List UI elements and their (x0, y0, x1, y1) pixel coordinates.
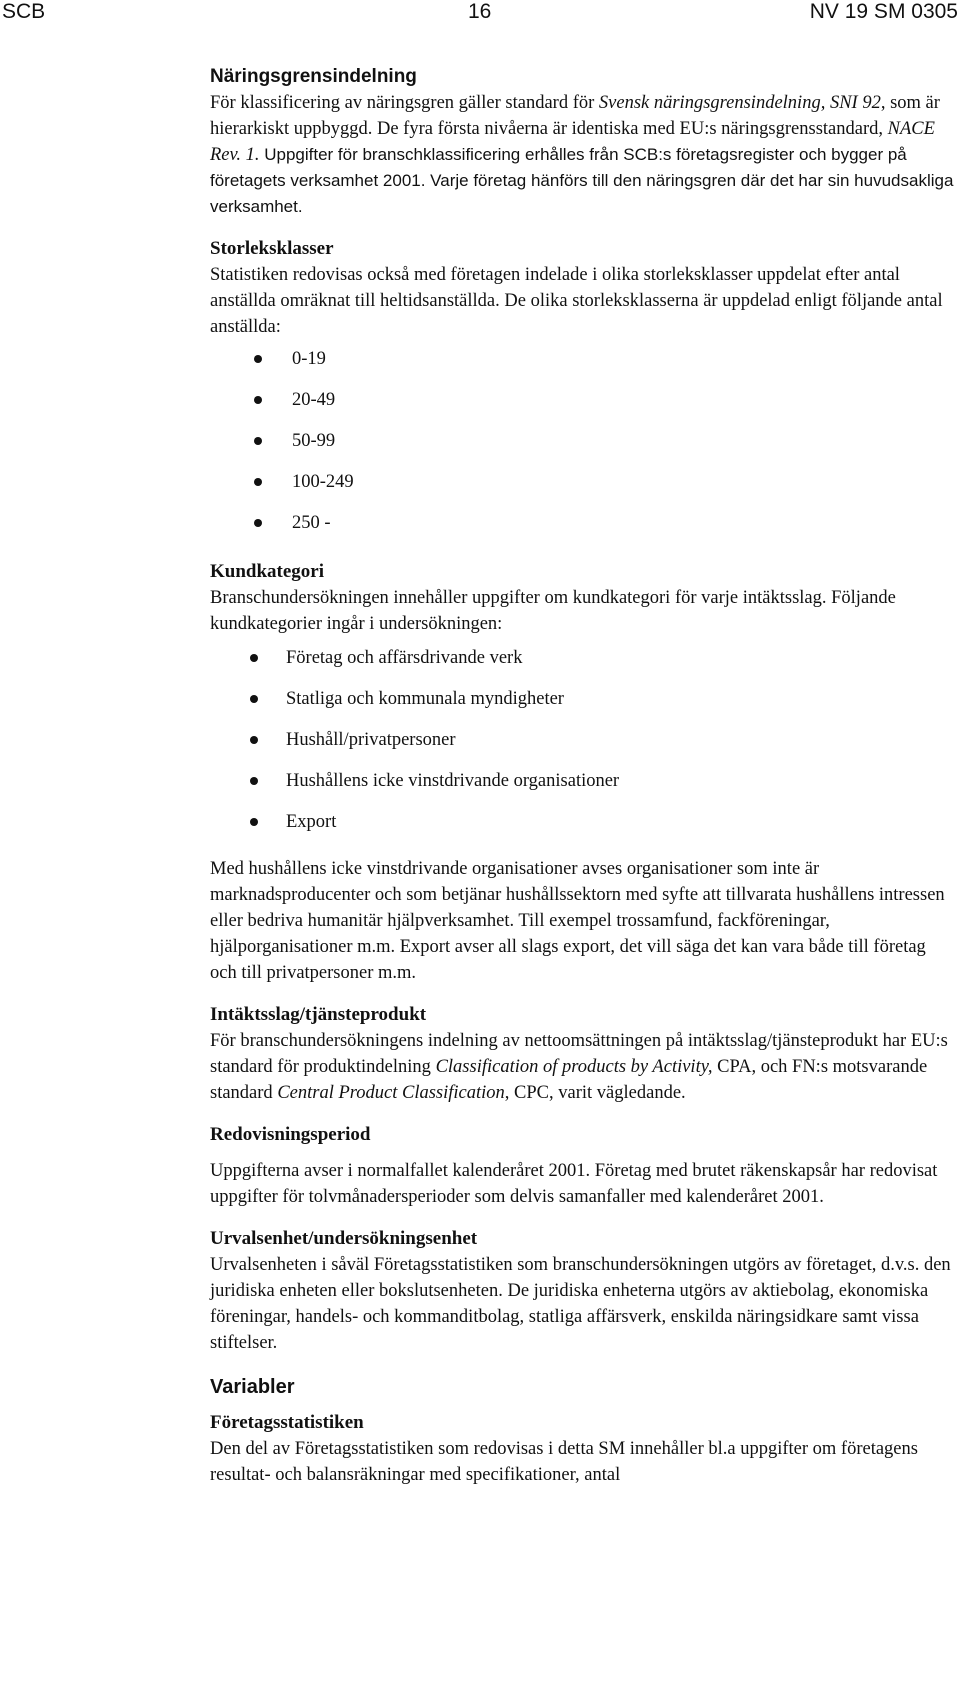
section-intaktsslag (210, 1002, 955, 1106)
section-text: Statistiken redovisas också med företagen indelade i olika storleksklasser uppdelat efter antal anställda omräknat till heltidsanställda. De olika storleksklasserna är uppdelad enligt följande antal anställda: (210, 265, 943, 337)
list-item-label: Hushåll/privatpersoner (286, 730, 456, 750)
list-item (210, 469, 955, 510)
list-item-label: 100-249 (292, 472, 354, 492)
header-left: SCB (2, 0, 46, 23)
bullet-icon (250, 736, 258, 744)
section-redovisningsperiod (210, 1122, 955, 1210)
bullet-icon (254, 478, 262, 486)
bullet-icon (250, 777, 258, 785)
list-item (210, 809, 955, 850)
list-item-label: 50-99 (292, 431, 336, 451)
section-title: Kundkategori (210, 561, 325, 582)
text-run-italic: NACE Rev. 1. (210, 119, 935, 165)
list-item (210, 428, 955, 469)
section-text: Med hushållens icke vinstdrivande organisationer avses organisationer som inte är marknadsproducenter och som betjänar hushållssektorn med syfte att tillvarata hushållens intressen eller bedriva humanitär hjälpverksamhet. Till exempel trossamfund, fackföreningar, hjälporganisationer m.m. Export avser all slags export, det vill säga det kan vara både till företag och till privatpersoner m.m. (210, 859, 945, 983)
section-foretagsstatistiken (210, 1410, 955, 1488)
bullet-icon (254, 355, 262, 363)
list-item (210, 510, 955, 551)
text-run: För klassificering av näringsgren gäller standard för (210, 93, 599, 113)
size-class-list (210, 346, 955, 551)
list-item (210, 645, 955, 686)
section-naringsgrensindelning (210, 64, 955, 220)
list-item-label: Hushållens icke vinstdrivande organisationer (286, 771, 620, 791)
bullet-icon (254, 396, 262, 404)
text-run: , som är hierarkiskt uppbyggd. De fyra första nivåerna är identiska med EU:s näringsgrensstandard, (210, 93, 940, 139)
bullet-icon (254, 437, 262, 445)
list-item (210, 727, 955, 768)
customer-category-list (210, 645, 955, 850)
text-run: För branschundersökningens indelning av nettoomsättningen på intäktsslag/tjänsteprodukt har EU:s standard för produktindelning (210, 1031, 948, 1077)
list-item-label: 0-19 (292, 349, 326, 369)
list-item (210, 768, 955, 809)
section-title: Intäktsslag/tjänsteprodukt (210, 1004, 427, 1025)
bullet-icon (250, 654, 258, 662)
section-text (210, 90, 955, 220)
section-title: Redovisningsperiod (210, 1124, 371, 1145)
text-run-italic: Svensk näringsgrensindelning, SNI 92 (598, 93, 881, 113)
section-text: Urvalsenheten i såväl Företagsstatistiken som branschundersökningen utgörs av företaget, d.v.s. den juridiska enheten eller bokslutsenheten. De juridiska enheterna utgörs av aktiebolag, ekonomiska föreningar, handels- och kommanditbolag, statliga affärsverk, enskilda näringsidkare samt vissa stiftelser. (210, 1255, 951, 1353)
text-run: CPA, och FN:s motsvarande standard (210, 1057, 928, 1103)
bullet-icon (250, 818, 258, 826)
section-storleksklasser (210, 236, 955, 551)
page-number: 16 (468, 0, 492, 23)
list-item (210, 686, 955, 727)
document-body (210, 64, 955, 1488)
section-title: Urvalsenhet/undersökningsenhet (210, 1228, 478, 1249)
section-text: Uppgifterna avser i normalfallet kalenderåret 2001. Företag med brutet räkenskapsår har redovisat uppgifter för tolvmånadersperioder som delvis samanfaller med kalenderåret 2001. (210, 1161, 938, 1207)
list-item-label: Statliga och kommunala myndigheter (286, 689, 564, 709)
section-kundkategori (210, 559, 955, 986)
section-heading-variabler: Variabler (210, 1376, 295, 1398)
list-item (210, 346, 955, 387)
bullet-icon (250, 695, 258, 703)
section-text: Branschundersökningen innehåller uppgifter om kundkategori för varje intäktsslag. Följande kundkategorier ingår i undersökningen: (210, 588, 896, 634)
header-right: NV 19 SM 0305 (809, 0, 958, 23)
page-header (0, 0, 960, 30)
section-text (210, 1028, 955, 1106)
list-item-label: 250 - (292, 513, 331, 533)
section-text: Den del av Företagsstatistiken som redovisas i detta SM innehåller bl.a uppgifter om företagens resultat- och balansräkningar med specifikationer, antal (210, 1439, 918, 1485)
section-title: Näringsgrensindelning (210, 66, 417, 87)
bullet-icon (254, 519, 262, 527)
section-urvalsenhet (210, 1226, 955, 1356)
text-run-sans: Uppgifter för branschklassificering erhålles från SCB:s företagsregister och bygger på företagets verksamhet 2001. Varje företag hänförs till den näringsgren där det har sin huvudsakliga verksamhet. (210, 145, 954, 216)
list-item (210, 387, 955, 428)
section-title: Företagsstatistiken (210, 1412, 364, 1433)
section-title: Storleksklasser (210, 238, 334, 259)
list-item-label: Export (286, 812, 337, 832)
text-run-italic: Classification of products by Activity, (435, 1057, 713, 1077)
text-run: , CPC, varit vägledande. (504, 1083, 686, 1103)
list-item-label: Företag och affärsdrivande verk (286, 648, 523, 668)
list-item-label: 20-49 (292, 390, 336, 410)
text-run-italic: Central Product Classification (277, 1083, 505, 1103)
